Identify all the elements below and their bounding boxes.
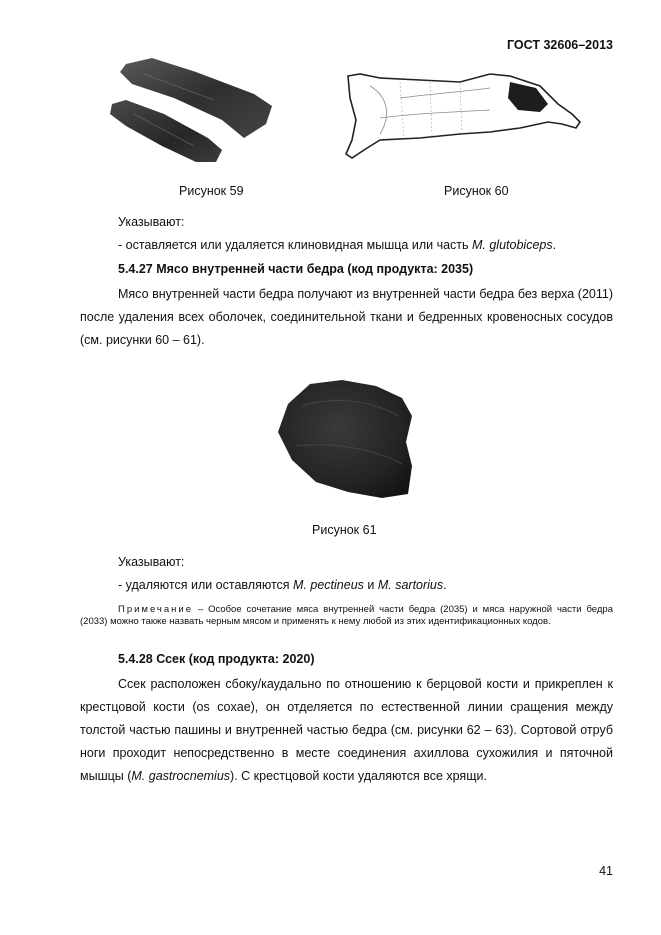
indicate-label-2: Указывают: [118,555,185,569]
figure-61-image [272,376,420,502]
section-heading-5-4-27: 5.4.27 Мясо внутренней части бедра (код продукта: 2035) [118,262,474,276]
list-item-2-text: - удаляются или оставляются [118,578,294,592]
list-item-1-text: - оставляется или удаляется клиновидная мышца или часть [118,238,472,252]
section-heading-5-4-28: 5.4.28 Ссек (код продукта: 2020) [118,652,315,666]
document-code: ГОСТ 32606–2013 [507,38,613,52]
paragraph-5-4-28 [80,673,613,788]
figure-59-image [104,54,276,170]
paragraph-5-4-28-text-1: Ссек расположен сбоку/каудально по отношению к берцовой кости и прикреплен к крестцовой кости (os coxae), он отделяется по естественной линии сращения между толстой частью пашины и внутренней частью бедра (см. рисунки 62 – 63). Сортовой отруб ноги проходит непосредственно в месте соединения ахиллова сухожилия и пяточной мышцы ( [80,677,613,783]
latin-term-2: M. sartorius [377,578,444,592]
page-number: 41 [599,864,613,878]
paragraph-5-4-27: Мясо внутренней части бедра получают из внутренней части бедра без верха (2011) после удаления всех оболочек, соединительной ткани и бедренных кровеносных сосудов (см. рисунки 60 – 61). [80,287,613,347]
list-item-2-suffix: . [443,578,447,592]
list-item-2 [118,578,447,592]
indicate-label-1: Указывают: [118,215,185,229]
figure-61-caption: Рисунок 61 [312,523,377,537]
paragraph-5-4-28-text-2: ). С крестцовой кости удаляются все хрящи. [230,769,487,783]
note-label: Примечание [118,604,193,615]
figure-60-diagram [340,68,584,166]
list-item-1-suffix: . [552,238,557,252]
latin-term-3: M. gastrocnemius [131,769,231,783]
latin-term: M. glutobiceps [472,238,553,252]
list-item-2-mid: и [363,578,378,592]
latin-term-1: M. pectineus [293,578,364,592]
figure-60-caption: Рисунок 60 [444,184,509,198]
note [80,604,613,627]
list-item-1 [118,238,556,252]
note-text: – Особое сочетание мяса внутренней части бедра (2035) и мяса наружной части бедра (2033) можно также назвать черным мясом и применять к нему любой из этих идентификационных кодов. [80,604,613,627]
figure-59-caption: Рисунок 59 [179,184,244,198]
